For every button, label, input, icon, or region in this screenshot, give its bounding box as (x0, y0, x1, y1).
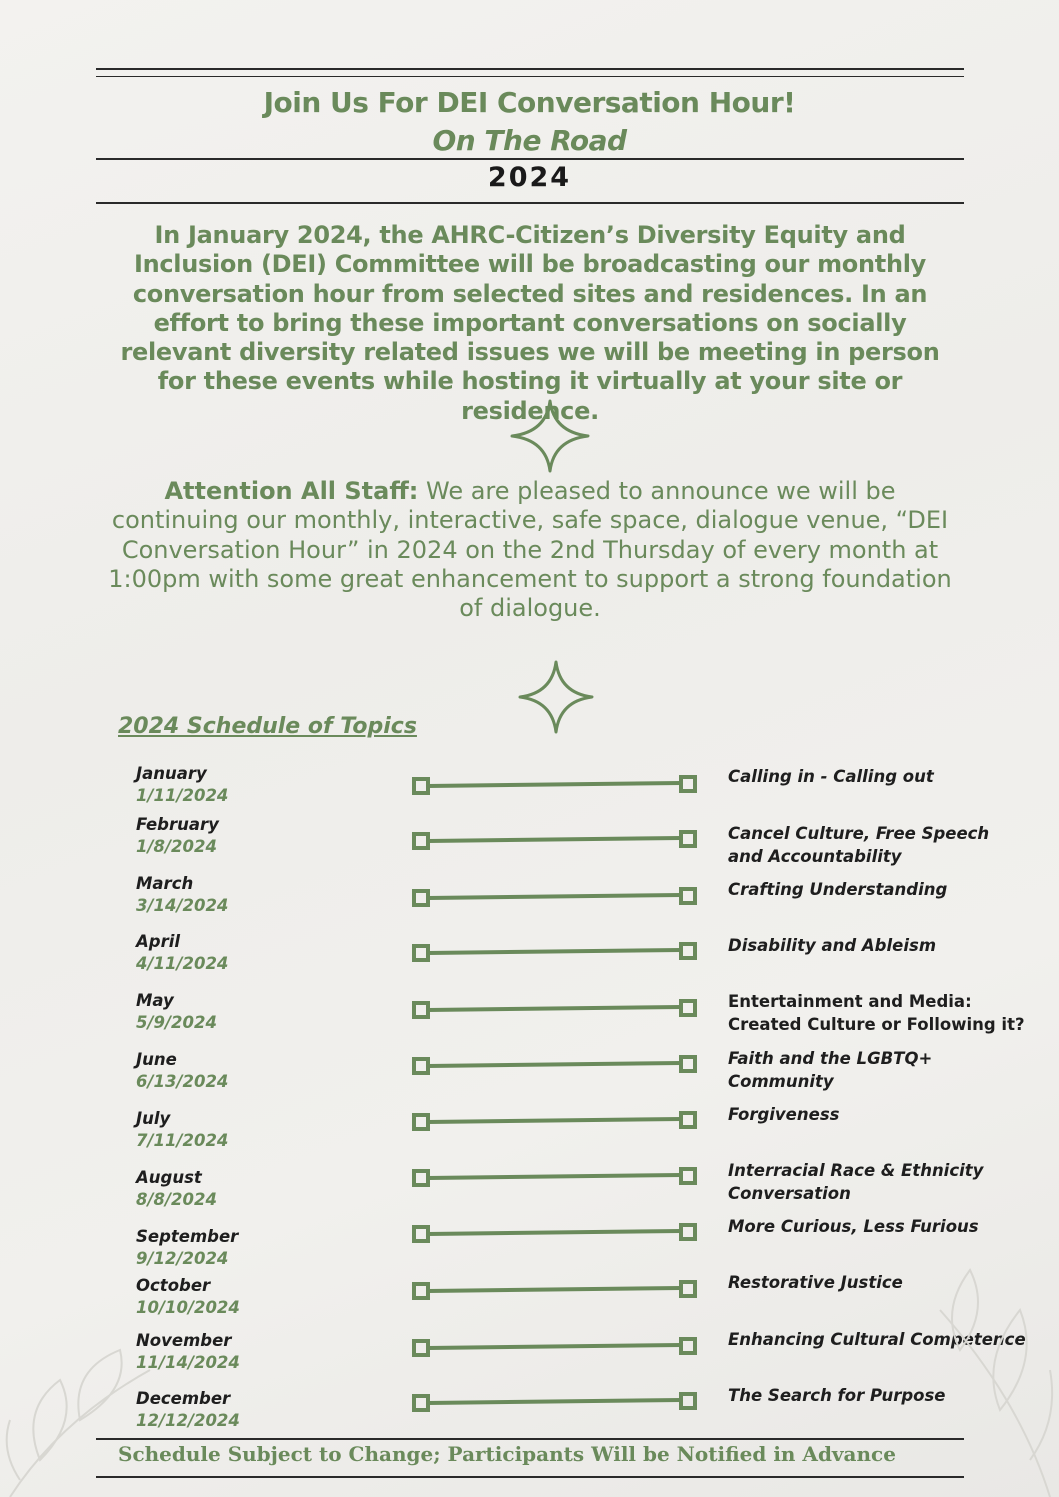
schedule-topic: Disability and Ableism (728, 936, 937, 955)
schedule-month: April (136, 932, 181, 951)
sparkle-icon (518, 660, 594, 734)
schedule-date: 9/12/2024 (136, 1249, 229, 1268)
leaf-decoration-icon (900, 1250, 1059, 1497)
schedule-month: January (136, 764, 207, 783)
schedule-month: February (136, 815, 219, 834)
timeline-connector-icon (410, 775, 700, 797)
schedule-date: 12/12/2024 (136, 1411, 240, 1430)
announcement-lead: Attention All Staff: (164, 477, 419, 505)
announcement-paragraph (100, 477, 960, 623)
timeline-connector-icon (410, 1280, 700, 1302)
footer-rule-bottom (96, 1476, 964, 1478)
schedule-date: 1/8/2024 (136, 837, 217, 856)
schedule-date: 6/13/2024 (136, 1072, 229, 1091)
timeline-connector-icon (410, 942, 700, 964)
page-title: Join Us For DEI Conversation Hour! (263, 86, 796, 119)
schedule-month: June (136, 1050, 177, 1069)
timeline-connector-icon (410, 830, 700, 852)
schedule-topic: Interracial Race & Ethnicity Conversation (728, 1161, 984, 1203)
schedule-month: December (136, 1389, 231, 1408)
schedule-date: 7/11/2024 (136, 1131, 229, 1150)
schedule-date: 3/14/2024 (136, 896, 229, 915)
schedule-heading: 2024 Schedule of Topics (118, 714, 417, 739)
title-rule (96, 158, 964, 160)
page-subtitle: On The Road (432, 124, 627, 157)
year-rule (96, 202, 964, 204)
schedule-topic: More Curious, Less Furious (728, 1217, 979, 1236)
timeline-connector-icon (410, 1055, 700, 1077)
footer-note: Schedule Subject to Change; Participants Will be Notified in Advance (118, 1442, 896, 1466)
schedule-topic: Calling in - Calling out (728, 767, 934, 786)
intro-paragraph: In January 2024, the AHRC-Citizen’s Diversity Equity and Inclusion (DEI) Committee will be broadcasting our monthly conversation hour from selected sites and residences. In an effort to bring these important conversations on socially relevant diversity related issues we will be meeting in person for these events while hosting it virtually at your site or residence. (120, 221, 940, 425)
schedule-month: October (136, 1276, 211, 1295)
schedule-topic: Enhancing Cultural Competence (728, 1330, 1026, 1349)
schedule-topic: Cancel Culture, Free Speech and Accountability (728, 824, 990, 866)
schedule-date: 11/14/2024 (136, 1353, 240, 1372)
schedule-date: 4/11/2024 (136, 954, 229, 973)
schedule-month: September (136, 1227, 239, 1246)
top-rule-2 (96, 76, 964, 77)
announcement-body: We are pleased to announce we will be continuing our monthly, interactive, safe space, dialogue venue, “DEI Conversation Hour” in 2024 on the 2nd Thursday of every month at 1:00pm with some great enhancement to support a strong foundation of dialogue. (108, 477, 952, 623)
schedule-month: July (136, 1109, 171, 1128)
top-rule-1 (96, 68, 964, 70)
schedule-topic: The Search for Purpose (728, 1386, 946, 1405)
schedule-date: 1/11/2024 (136, 786, 229, 805)
timeline-connector-icon (410, 1337, 700, 1359)
schedule-topic: Crafting Understanding (728, 880, 948, 899)
timeline-connector-icon (410, 887, 700, 909)
timeline-connector-icon (410, 1392, 700, 1414)
footer-rule-top (96, 1438, 964, 1440)
year-label: 2024 (487, 162, 572, 193)
schedule-month: May (136, 991, 174, 1010)
schedule-month: March (136, 874, 194, 893)
schedule-date: 10/10/2024 (136, 1298, 240, 1317)
schedule-topic: Faith and the LGBTQ+ Community (728, 1049, 933, 1091)
schedule-topic: Restorative Justice (728, 1273, 903, 1292)
schedule-topic: Forgiveness (728, 1105, 840, 1124)
schedule-date: 5/9/2024 (136, 1013, 217, 1032)
schedule-month: August (136, 1168, 202, 1187)
sparkle-icon (510, 399, 590, 473)
schedule-month: November (136, 1331, 232, 1350)
timeline-connector-icon (410, 999, 700, 1021)
schedule-topic: Entertainment and Media: Created Culture or Following it? (728, 992, 1025, 1034)
timeline-connector-icon (410, 1111, 700, 1133)
timeline-connector-icon (410, 1167, 700, 1189)
timeline-connector-icon (410, 1223, 700, 1245)
schedule-date: 8/8/2024 (136, 1190, 217, 1209)
